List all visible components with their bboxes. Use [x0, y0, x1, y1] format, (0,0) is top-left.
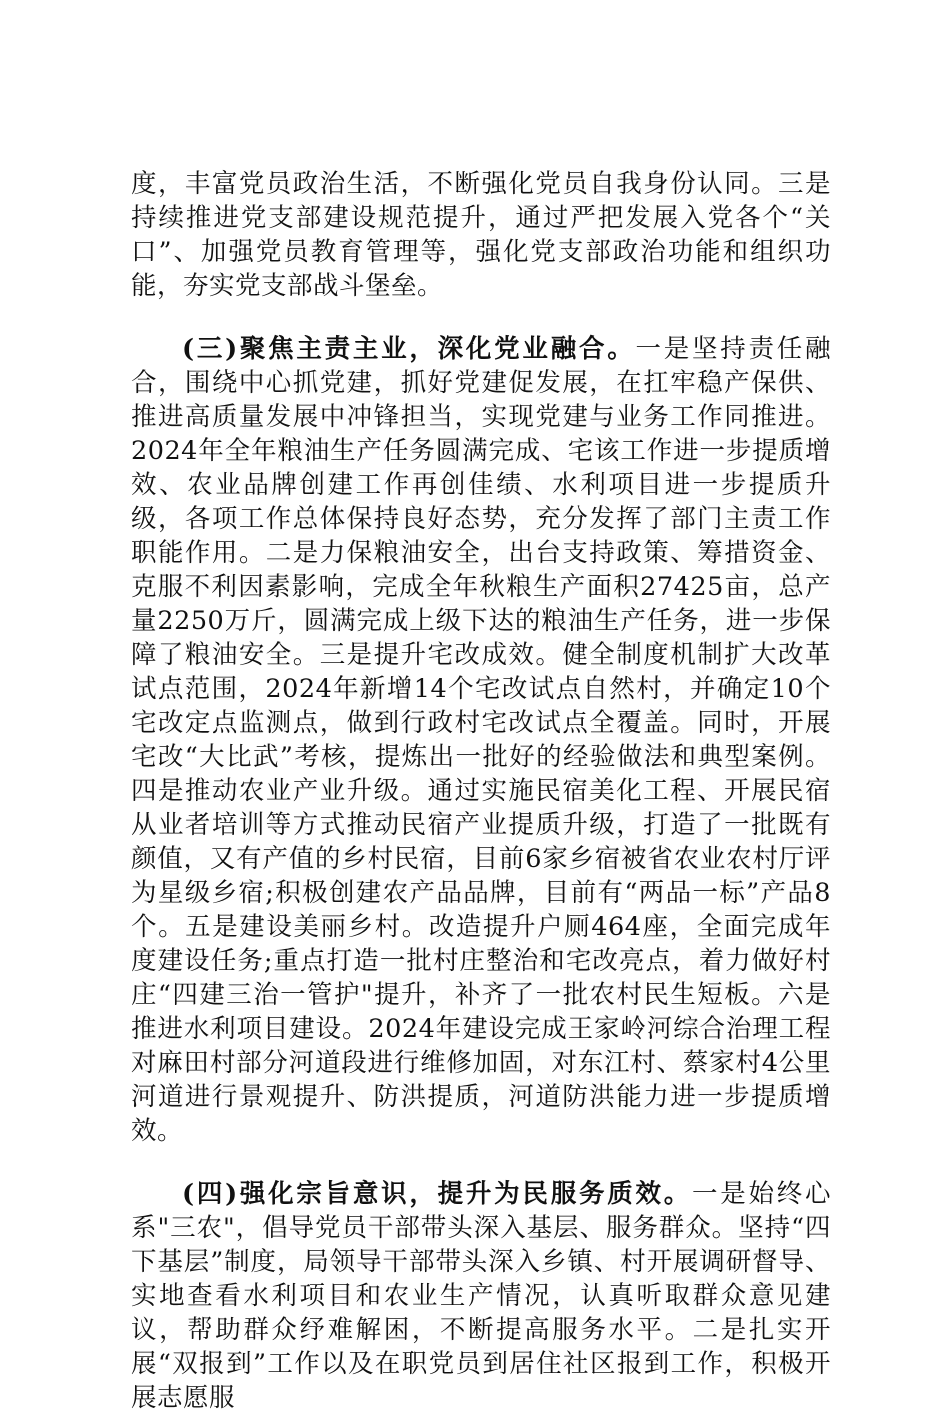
paragraph-section-3	[131, 332, 831, 1148]
paragraph-continuation	[131, 167, 831, 303]
document-body	[131, 167, 831, 1415]
paragraph-text: 度，丰富党员政治生活，不断强化党员自我身份认同。三是持续推进党支部建设规范提升，通过严把发展入党各个“关口”、加强党员教育管理等，强化党支部政治功能和组织功能，夯实党支部战斗堡垒。	[131, 169, 831, 301]
paragraph-text: 一是始终心系"三农"，倡导党员干部带头深入基层、服务群众。坚持“四下基层”制度，局领导干部带头深入乡镇、村开展调研督导、实地查看水利项目和农业生产情况，认真听取群众意见建议，帮助群众纾难解困，不断提高服务水平。二是扎实开展“双报到”工作以及在职党员到居住社区报到工作，积极开展志愿服	[131, 1179, 831, 1413]
paragraph-text: 一是坚持责任融合，围绕中心抓党建，抓好党建促发展，在扛牢稳产保供、推进高质量发展中冲锋担当，实现党建与业务工作同推进。2024年全年粮油生产任务圆满完成、宅该工作进一步提质增效、农业品牌创建工作再创佳绩、水利项目进一步提质升级，各项工作总体保持良好态势，充分发挥了部门主责工作职能作用。二是力保粮油安全，出台支持政策、筹措资金、克服不利因素影响，完成全年秋粮生产面积27425亩，总产量2250万斤，圆满完成上级下达的粮油生产任务，进一步保障了粮油安全。三是提升宅改成效。健全制度机制扩大改革试点范围，2024年新增14个宅改试点自然村，并确定10个宅改定点监测点，做到行政村宅改试点全覆盖。同时，开展宅改“大比武”考核，提炼出一批好的经验做法和典型案例。四是推动农业产业升级。通过实施民宿美化工程、开展民宿从业者培训等方式推动民宿产业提质升级，打造了一批既有颜值，又有产值的乡村民宿，目前6家乡宿被省农业农村厅评为星级乡宿;积极创建农产品品牌，目前有“两品一标”产品8个。五是建设美丽乡村。改造提升户厕464座，全面完成年度建设任务;重点打造一批村庄整治和宅改亮点，着力做好村庄“四建三治一管护"提升，补齐了一批农村民生短板。六是推进水利项目建设。2024年建设完成王家岭河综合治理工程对麻田村部分河道段进行维修加固，对东江村、蔡家村4公里河道进行景观提升、防洪提质，河道防洪能力进一步提质增效。	[131, 334, 831, 1146]
section-heading: (四)强化宗旨意识，提升为民服务质效。	[182, 1179, 692, 1209]
paragraph-section-4	[131, 1177, 831, 1415]
section-heading: (三)聚焦主责主业，深化党业融合。	[182, 334, 636, 364]
